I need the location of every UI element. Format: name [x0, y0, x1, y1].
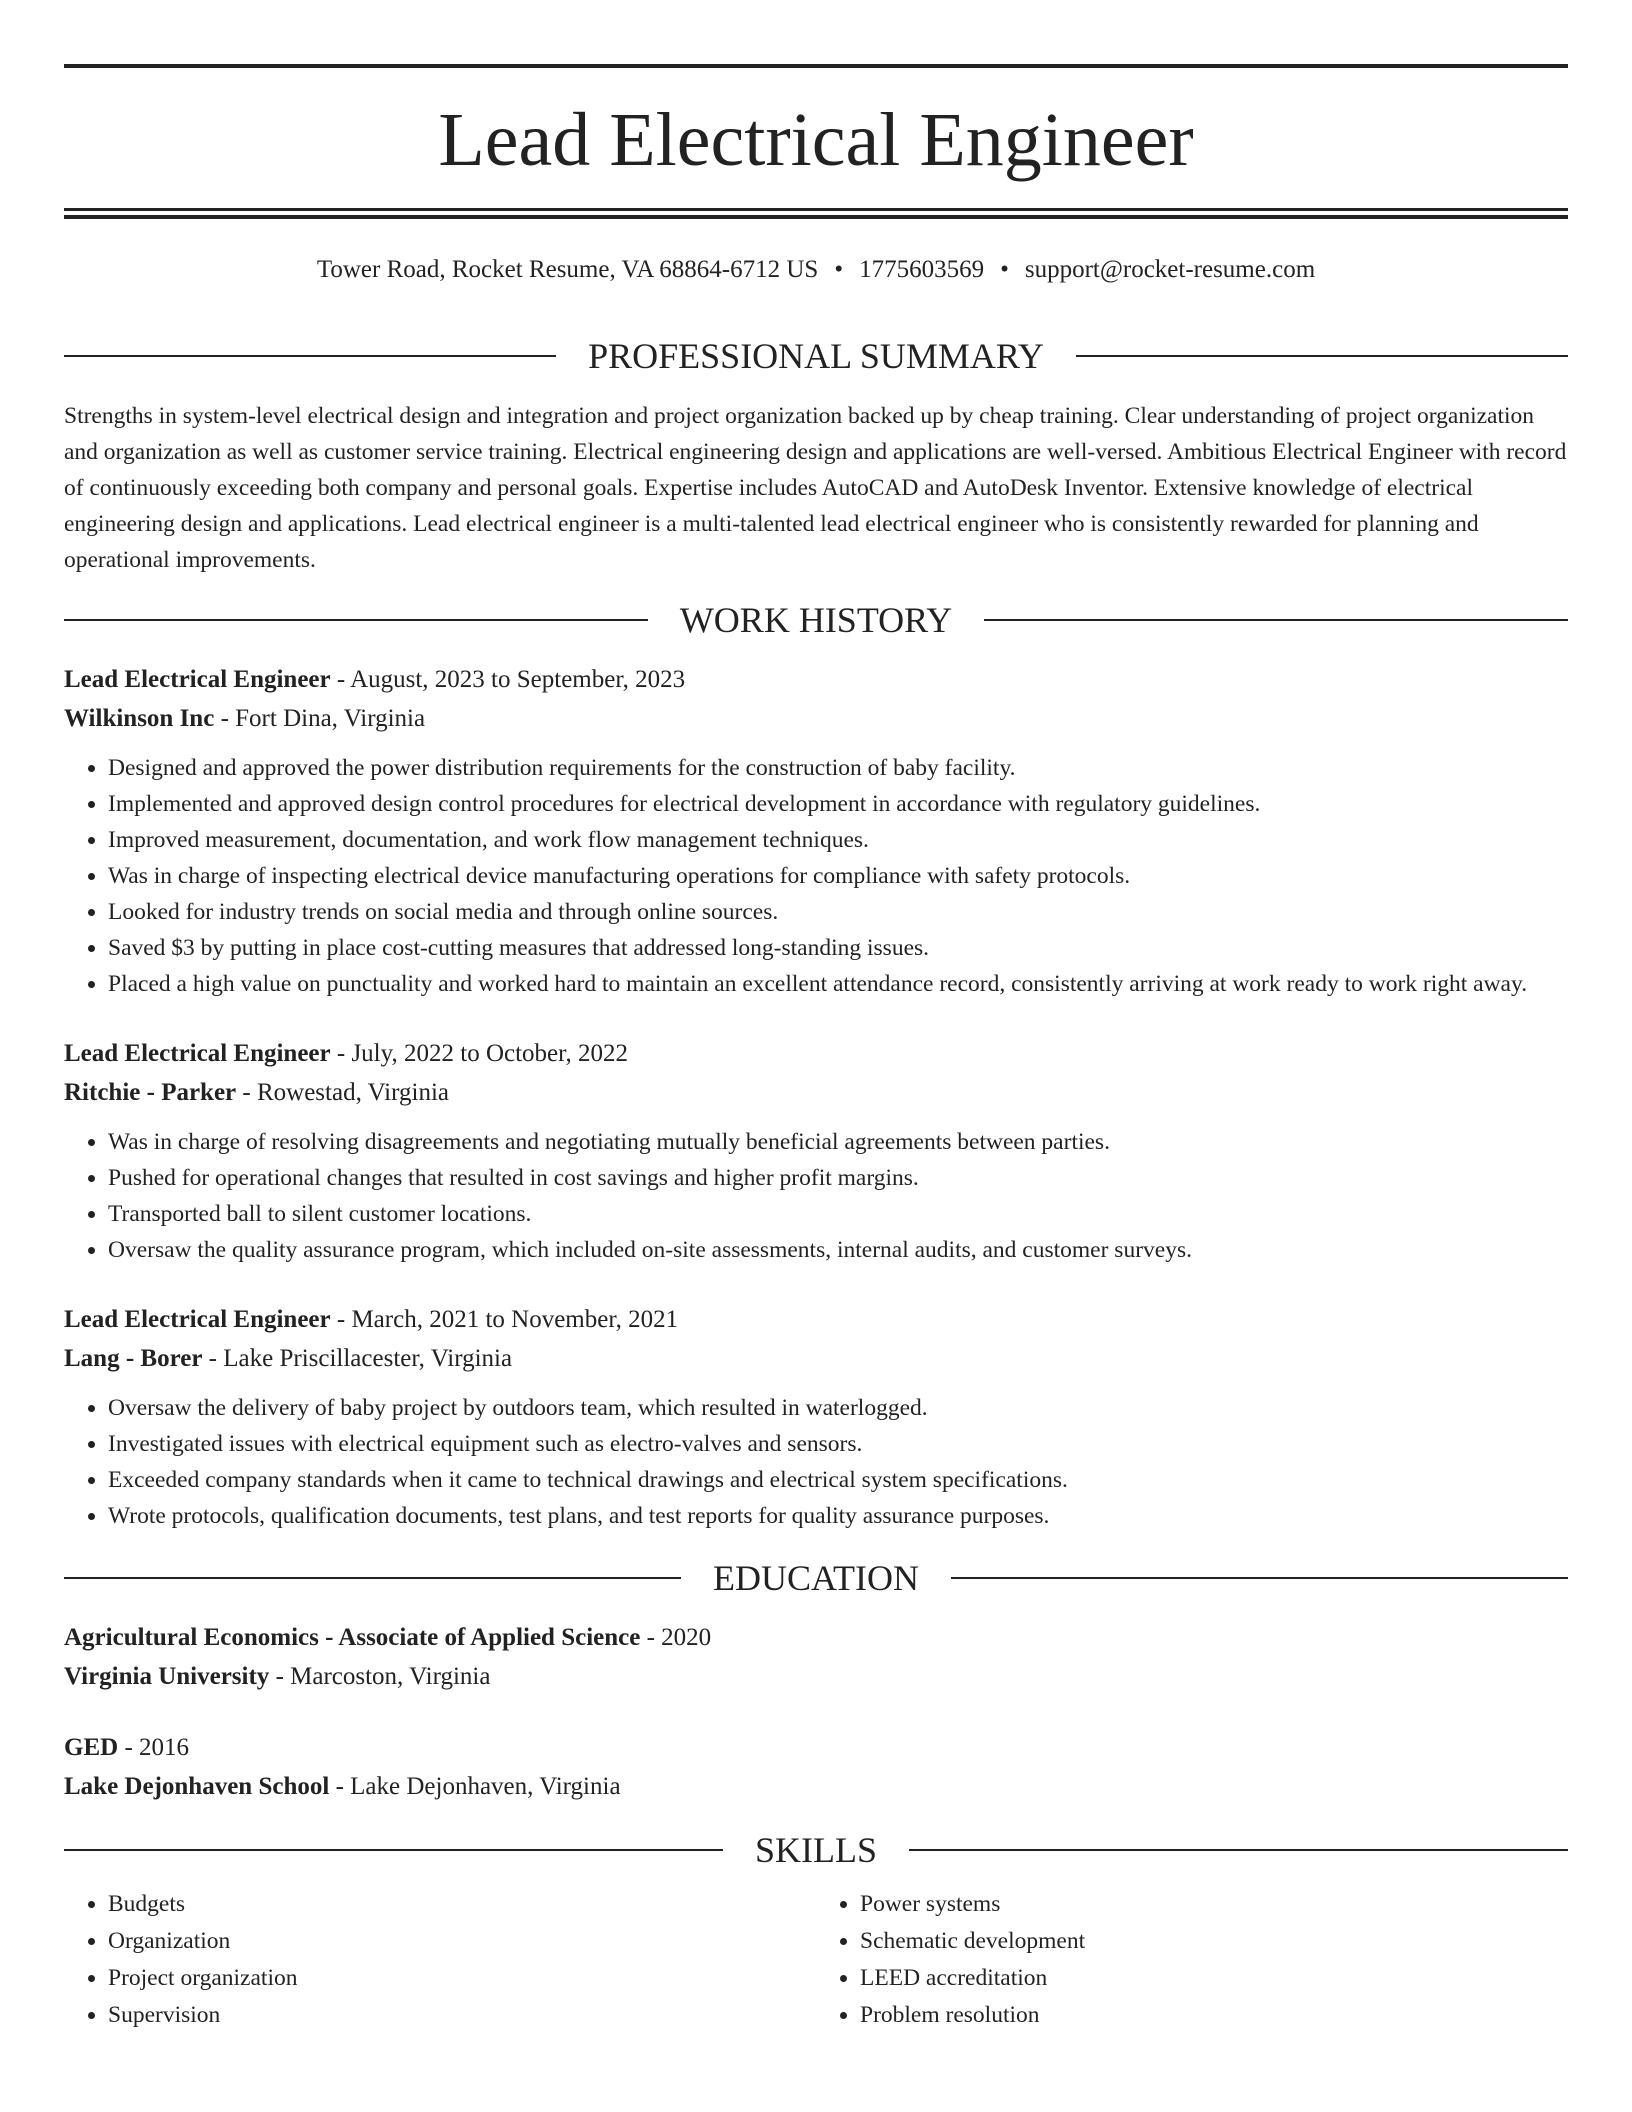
job-title-line [64, 660, 1568, 699]
job-entry [64, 1034, 1568, 1268]
bullet-item: • Pushed for operational changes that resulted in cost savings and higher profit margins. [108, 1160, 1568, 1196]
skill-item: • Budgets [108, 1886, 816, 1923]
resume-title: Lead Electrical Engineer [438, 98, 1194, 182]
section-title: WORK HISTORY [679, 600, 953, 640]
job-dates: - August, 2023 to September, 2023 [330, 666, 686, 693]
skill-item: • Project organization [108, 1960, 816, 1997]
heading-rule [984, 619, 1568, 621]
bullet-item: • Exceeded company standards when it came to technical drawings and electrical system specifications. [108, 1462, 1568, 1498]
education-location: - Marcoston, Virginia [269, 1663, 491, 1690]
education-degree-line [64, 1728, 1568, 1767]
job-title: Lead Electrical Engineer [64, 1306, 331, 1333]
skill-item: • Organization [108, 1923, 816, 1960]
skills-column-left [64, 1886, 816, 2034]
summary-text: Strengths in system-level electrical design and integration and project organization backed up by cheap training. Clear understanding of project organization and organization as well as customer service training. Electrical engineering design and applications are well-versed. Ambitious Electrical Engineer with record of continuously exceeding both company and personal goals. Expertise includes AutoCAD and AutoDesk Inventor. Extensive knowledge of electrical engineering design and applications. Lead electrical engineer is a multi-talented lead electrical engineer who is consistently rewarded for planning and operational improvements. [64, 403, 1567, 573]
heading-rule [951, 1577, 1568, 1579]
bullet-item: • Wrote protocols, qualification documents, test plans, and test reports for quality assurance purposes. [108, 1498, 1568, 1534]
bullet-item: • Implemented and approved design control procedures for electrical development in accordance with regulatory guidelines. [108, 786, 1568, 822]
job-bullets [64, 750, 1568, 1002]
skill-item: • Schematic development [860, 1923, 1568, 1960]
job-company: Lang - Borer [64, 1345, 203, 1372]
job-title: Lead Electrical Engineer [64, 1040, 331, 1067]
bullet-item: • Placed a high value on punctuality and worked hard to maintain an excellent attendance record, consistently arriving at work ready to work right away. [108, 966, 1568, 1002]
section-heading-summary [64, 326, 1568, 386]
job-location: - Fort Dina, Virginia [214, 705, 426, 732]
skill-item: • Power systems [860, 1886, 1568, 1923]
education-entry [64, 1728, 1568, 1806]
job-bullets [64, 1124, 1568, 1268]
skills-list [64, 1886, 1568, 2034]
bullet-item: • Improved measurement, documentation, and work flow management techniques. [108, 822, 1568, 858]
section-title: SKILLS [755, 1830, 878, 1870]
skill-item: • Supervision [108, 1997, 816, 2034]
top-rule [64, 64, 1568, 68]
job-dates: - July, 2022 to October, 2022 [330, 1040, 628, 1067]
bullet-item: • Oversaw the delivery of baby project by outdoors team, which resulted in waterlogged. [108, 1390, 1568, 1426]
education-degree-line [64, 1618, 1568, 1657]
education-degree: GED [64, 1734, 119, 1761]
job-company: Ritchie - Parker [64, 1079, 237, 1106]
job-company-line [64, 1339, 1568, 1378]
contact-address: Tower Road, Rocket Resume, VA 68864-6712 US [316, 256, 819, 283]
bullet-item: • Transported ball to silent customer locations. [108, 1196, 1568, 1232]
job-company-line [64, 699, 1568, 738]
job-entry [64, 1300, 1568, 1534]
education-school-line [64, 1767, 1568, 1806]
job-company: Wilkinson Inc [64, 705, 215, 732]
section-heading-skills [64, 1820, 1568, 1880]
job-entry [64, 660, 1568, 1002]
job-dates: - March, 2021 to November, 2021 [330, 1306, 679, 1333]
heading-rule [64, 1577, 681, 1579]
job-title-line [64, 1034, 1568, 1073]
education-location: - Lake Dejonhaven, Virginia [329, 1773, 621, 1800]
job-location: - Lake Priscillacester, Virginia [202, 1345, 513, 1372]
contact-phone: 1775603569 [859, 256, 985, 283]
education-school: Virginia University [64, 1663, 270, 1690]
heading-rule [64, 1849, 723, 1851]
section-title: PROFESSIONAL SUMMARY [588, 336, 1044, 376]
job-company-line [64, 1073, 1568, 1112]
bullet-item: • Designed and approved the power distribution requirements for the construction of baby facility. [108, 750, 1568, 786]
education-degree: Agricultural Economics - Associate of Applied Science [64, 1624, 641, 1651]
skill-item: • Problem resolution [860, 1997, 1568, 2034]
bullet-item: • Was in charge of resolving disagreements and negotiating mutually beneficial agreements between parties. [108, 1124, 1568, 1160]
bullet-item: • Oversaw the quality assurance program, which included on-site assessments, internal audits, and customer surveys. [108, 1232, 1568, 1268]
bullet-item: • Looked for industry trends on social media and through online sources. [108, 894, 1568, 930]
contact-separator: • [1000, 256, 1009, 283]
job-bullets [64, 1390, 1568, 1534]
contact-email: support@rocket-resume.com [1024, 256, 1316, 283]
education-year: - 2016 [118, 1734, 190, 1761]
education-school: Lake Dejonhaven School [64, 1773, 330, 1800]
heading-rule [1076, 355, 1568, 357]
bullet-item: • Was in charge of inspecting electrical device manufacturing operations for compliance with safety protocols. [108, 858, 1568, 894]
bullet-item: • Saved $3 by putting in place cost-cutting measures that addressed long-standing issues. [108, 930, 1568, 966]
job-location: - Rowestad, Virginia [236, 1079, 449, 1106]
skills-column-right [816, 1886, 1568, 2034]
education-school-line [64, 1657, 1568, 1696]
education-entry [64, 1618, 1568, 1696]
section-title: EDUCATION [713, 1558, 919, 1598]
resume-content [64, 326, 1568, 2034]
title-double-rule [64, 208, 1568, 219]
heading-rule [64, 619, 648, 621]
contact-separator: • [834, 256, 844, 283]
job-title: Lead Electrical Engineer [64, 666, 331, 693]
job-title-line [64, 1300, 1568, 1339]
section-heading-work-history [64, 590, 1568, 650]
contact-line [64, 252, 1568, 288]
education-year: - 2020 [640, 1624, 712, 1651]
heading-rule [909, 1849, 1568, 1851]
heading-rule [64, 355, 556, 357]
section-heading-education [64, 1548, 1568, 1608]
skill-item: • LEED accreditation [860, 1960, 1568, 1997]
bullet-item: • Investigated issues with electrical equipment such as electro-valves and sensors. [108, 1426, 1568, 1462]
